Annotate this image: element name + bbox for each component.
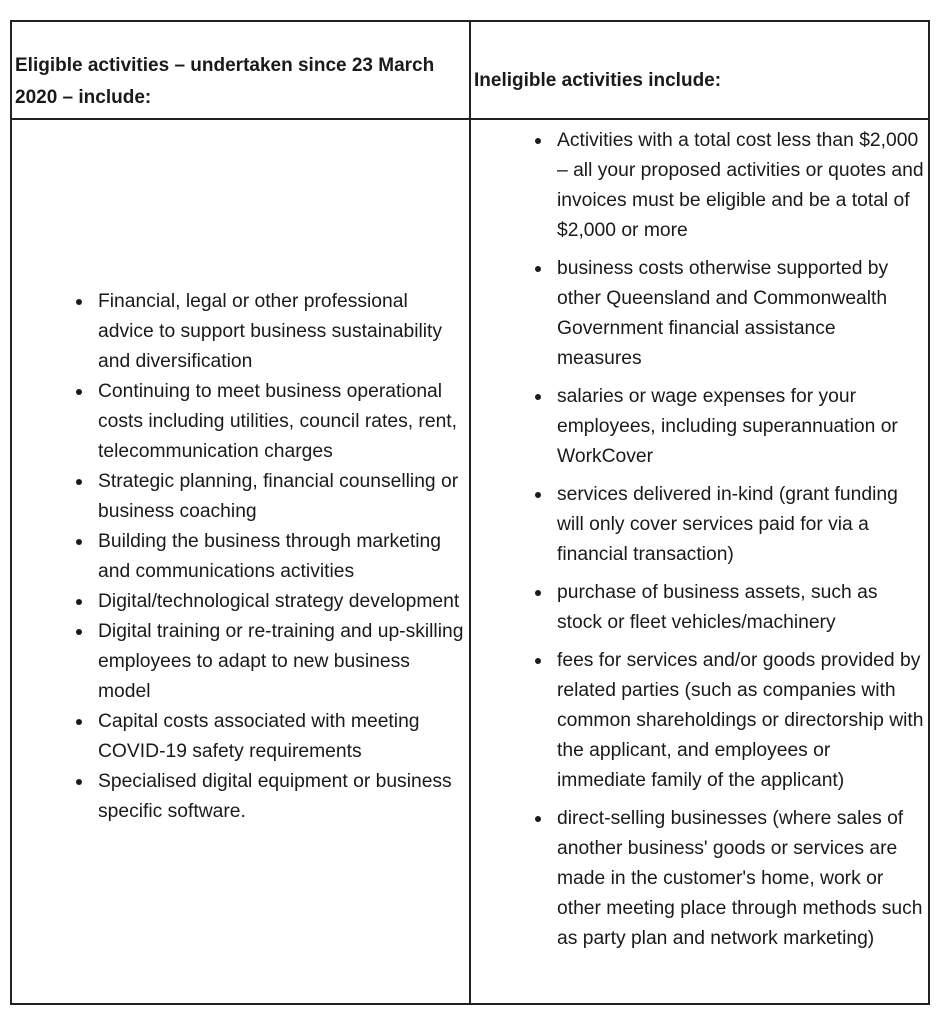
ineligible-list: [471, 126, 928, 954]
list-item: Specialised digital equipment or business specific software.: [98, 767, 467, 827]
list-item: business costs otherwise supported by other Queensland and Commonwealth Government financial assistance measures: [557, 254, 924, 374]
list-item: salaries or wage expenses for your employees, including superannuation or WorkCover: [557, 382, 924, 472]
activities-table: [10, 20, 930, 1005]
list-item: purchase of business assets, such as stock or fleet vehicles/machinery: [557, 578, 924, 638]
list-item: direct-selling businesses (where sales of another business' goods or services are made in the customer's home, work or other meeting place through methods such as party plan and network marketing): [557, 804, 924, 954]
list-item: Continuing to meet business operational costs including utilities, council rates, rent, telecommunication charges: [98, 377, 467, 467]
eligible-header-text: Eligible activities – undertaken since 23 March 2020 – include:: [15, 55, 435, 108]
list-item: fees for services and/or goods provided by related parties (such as companies with common shareholdings or directorship with the applicant, and employees or immediate family of the applicant): [557, 646, 924, 796]
list-item: services delivered in-kind (grant funding will only cover services paid for via a financial transaction): [557, 480, 924, 570]
ineligible-cell: [471, 120, 928, 1003]
eligible-list: [12, 287, 469, 827]
list-item: Strategic planning, financial counselling or business coaching: [98, 467, 467, 527]
ineligible-header: [471, 22, 928, 120]
ineligible-header-text: Ineligible activities include:: [474, 70, 722, 91]
list-item: Financial, legal or other professional advice to support business sustainability and diversification: [98, 287, 467, 377]
eligible-header: [12, 22, 471, 120]
list-item: Capital costs associated with meeting COVID-19 safety requirements: [98, 707, 467, 767]
eligible-cell: [12, 120, 471, 1003]
list-item: Digital/technological strategy development: [98, 587, 467, 617]
list-item: Building the business through marketing and communications activities: [98, 527, 467, 587]
list-item: Activities with a total cost less than $2,000 – all your proposed activities or quotes and invoices must be eligible and be a total of $2,000 or more: [557, 126, 924, 246]
list-item: Digital training or re-training and up-skilling employees to adapt to new business model: [98, 617, 467, 707]
